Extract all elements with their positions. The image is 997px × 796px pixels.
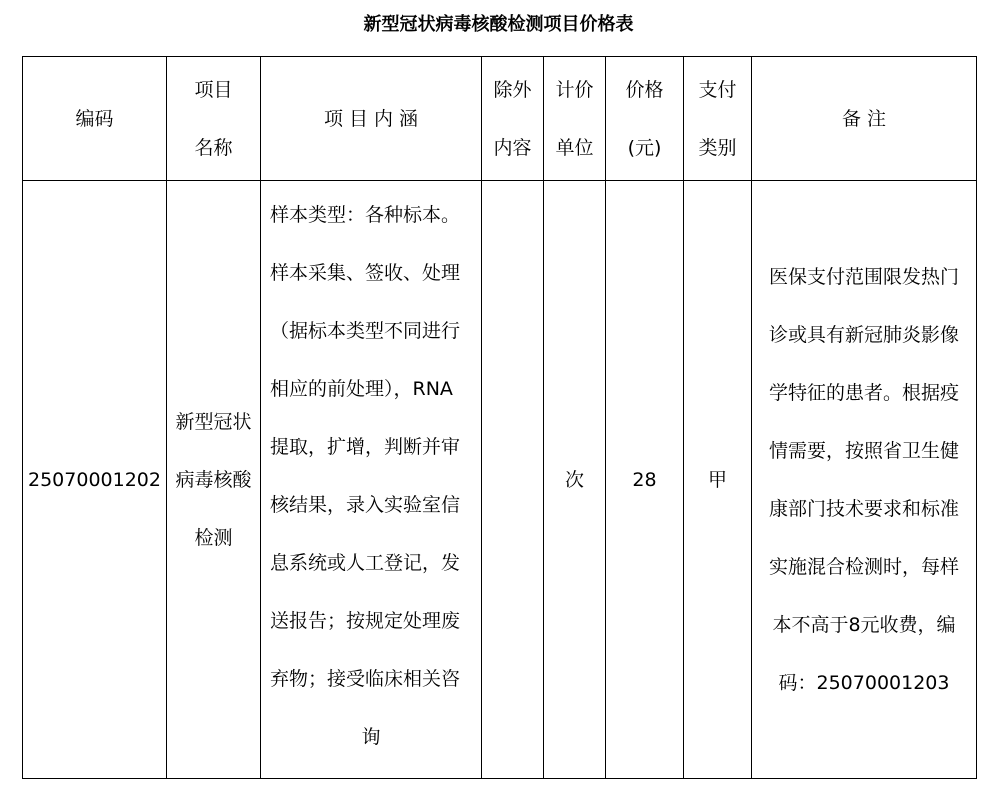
remarks-line: 学特征的患者。根据疫 [768, 381, 959, 404]
header-name-line: 项目 [194, 78, 233, 101]
remarks-line: 情需要，按照省卫生健 [768, 439, 959, 462]
header-unit-line: 计价 [555, 78, 594, 101]
header-remarks: 备 注 [752, 57, 977, 181]
header-price-line: 价格 [625, 78, 664, 101]
cell-content [261, 181, 482, 779]
cell-remarks [752, 181, 977, 779]
remarks-line: 实施混合检测时，每样 [768, 555, 959, 578]
content-line: 核结果，录入实验室信 [270, 494, 461, 516]
content-line: 相应的前处理），RNA [270, 378, 453, 400]
remarks-line: 本不高于8元收费，编 [772, 613, 956, 636]
content-line: （据标本类型不同进行 [270, 320, 461, 342]
cell-name [167, 181, 261, 779]
content-line: 提取，扩增，判断并审 [270, 436, 461, 458]
header-unit [544, 57, 606, 181]
header-unit-line: 单位 [555, 136, 594, 159]
content-line: 样本类型：各种标本。 [270, 204, 461, 226]
header-code: 编码 [23, 57, 167, 181]
remarks-line: 诊或具有新冠肺炎影像 [768, 323, 959, 346]
table-row [23, 181, 977, 779]
cell-excluded [482, 181, 544, 779]
content-line: 弃物；接受临床相关咨 [270, 668, 461, 690]
cell-name-line: 新型冠状 [175, 410, 252, 433]
header-payment-line: 支付 [698, 78, 737, 101]
header-payment-line: 类别 [698, 136, 737, 159]
header-name-line: 名称 [194, 136, 233, 159]
header-name [167, 57, 261, 181]
header-excluded-line: 除外 [493, 78, 532, 101]
content-line: 送报告；按规定处理废 [270, 610, 461, 632]
header-excluded [482, 57, 544, 181]
remarks-line: 康部门技术要求和标准 [768, 497, 959, 520]
price-table [22, 56, 977, 779]
cell-code: 25070001202 [23, 181, 167, 779]
header-row [23, 57, 977, 181]
cell-name-line: 检测 [194, 526, 233, 549]
cell-payment: 甲 [684, 181, 752, 779]
remarks-line: 码：25070001203 [778, 671, 950, 694]
header-excluded-line: 内容 [493, 136, 532, 159]
cell-unit: 次 [544, 181, 606, 779]
header-price [606, 57, 684, 181]
header-payment [684, 57, 752, 181]
cell-name-line: 病毒核酸 [175, 468, 252, 491]
cell-price: 28 [606, 181, 684, 779]
content-line: 样本采集、签收、处理 [270, 262, 461, 284]
header-price-line: (元) [627, 136, 662, 159]
remarks-line: 医保支付范围限发热门 [768, 265, 959, 288]
page-title: 新型冠状病毒核酸检测项目价格表 [363, 14, 634, 35]
content-line: 询 [361, 726, 381, 748]
header-content: 项 目 内 涵 [261, 57, 482, 181]
content-line: 息系统或人工登记，发 [270, 552, 461, 574]
